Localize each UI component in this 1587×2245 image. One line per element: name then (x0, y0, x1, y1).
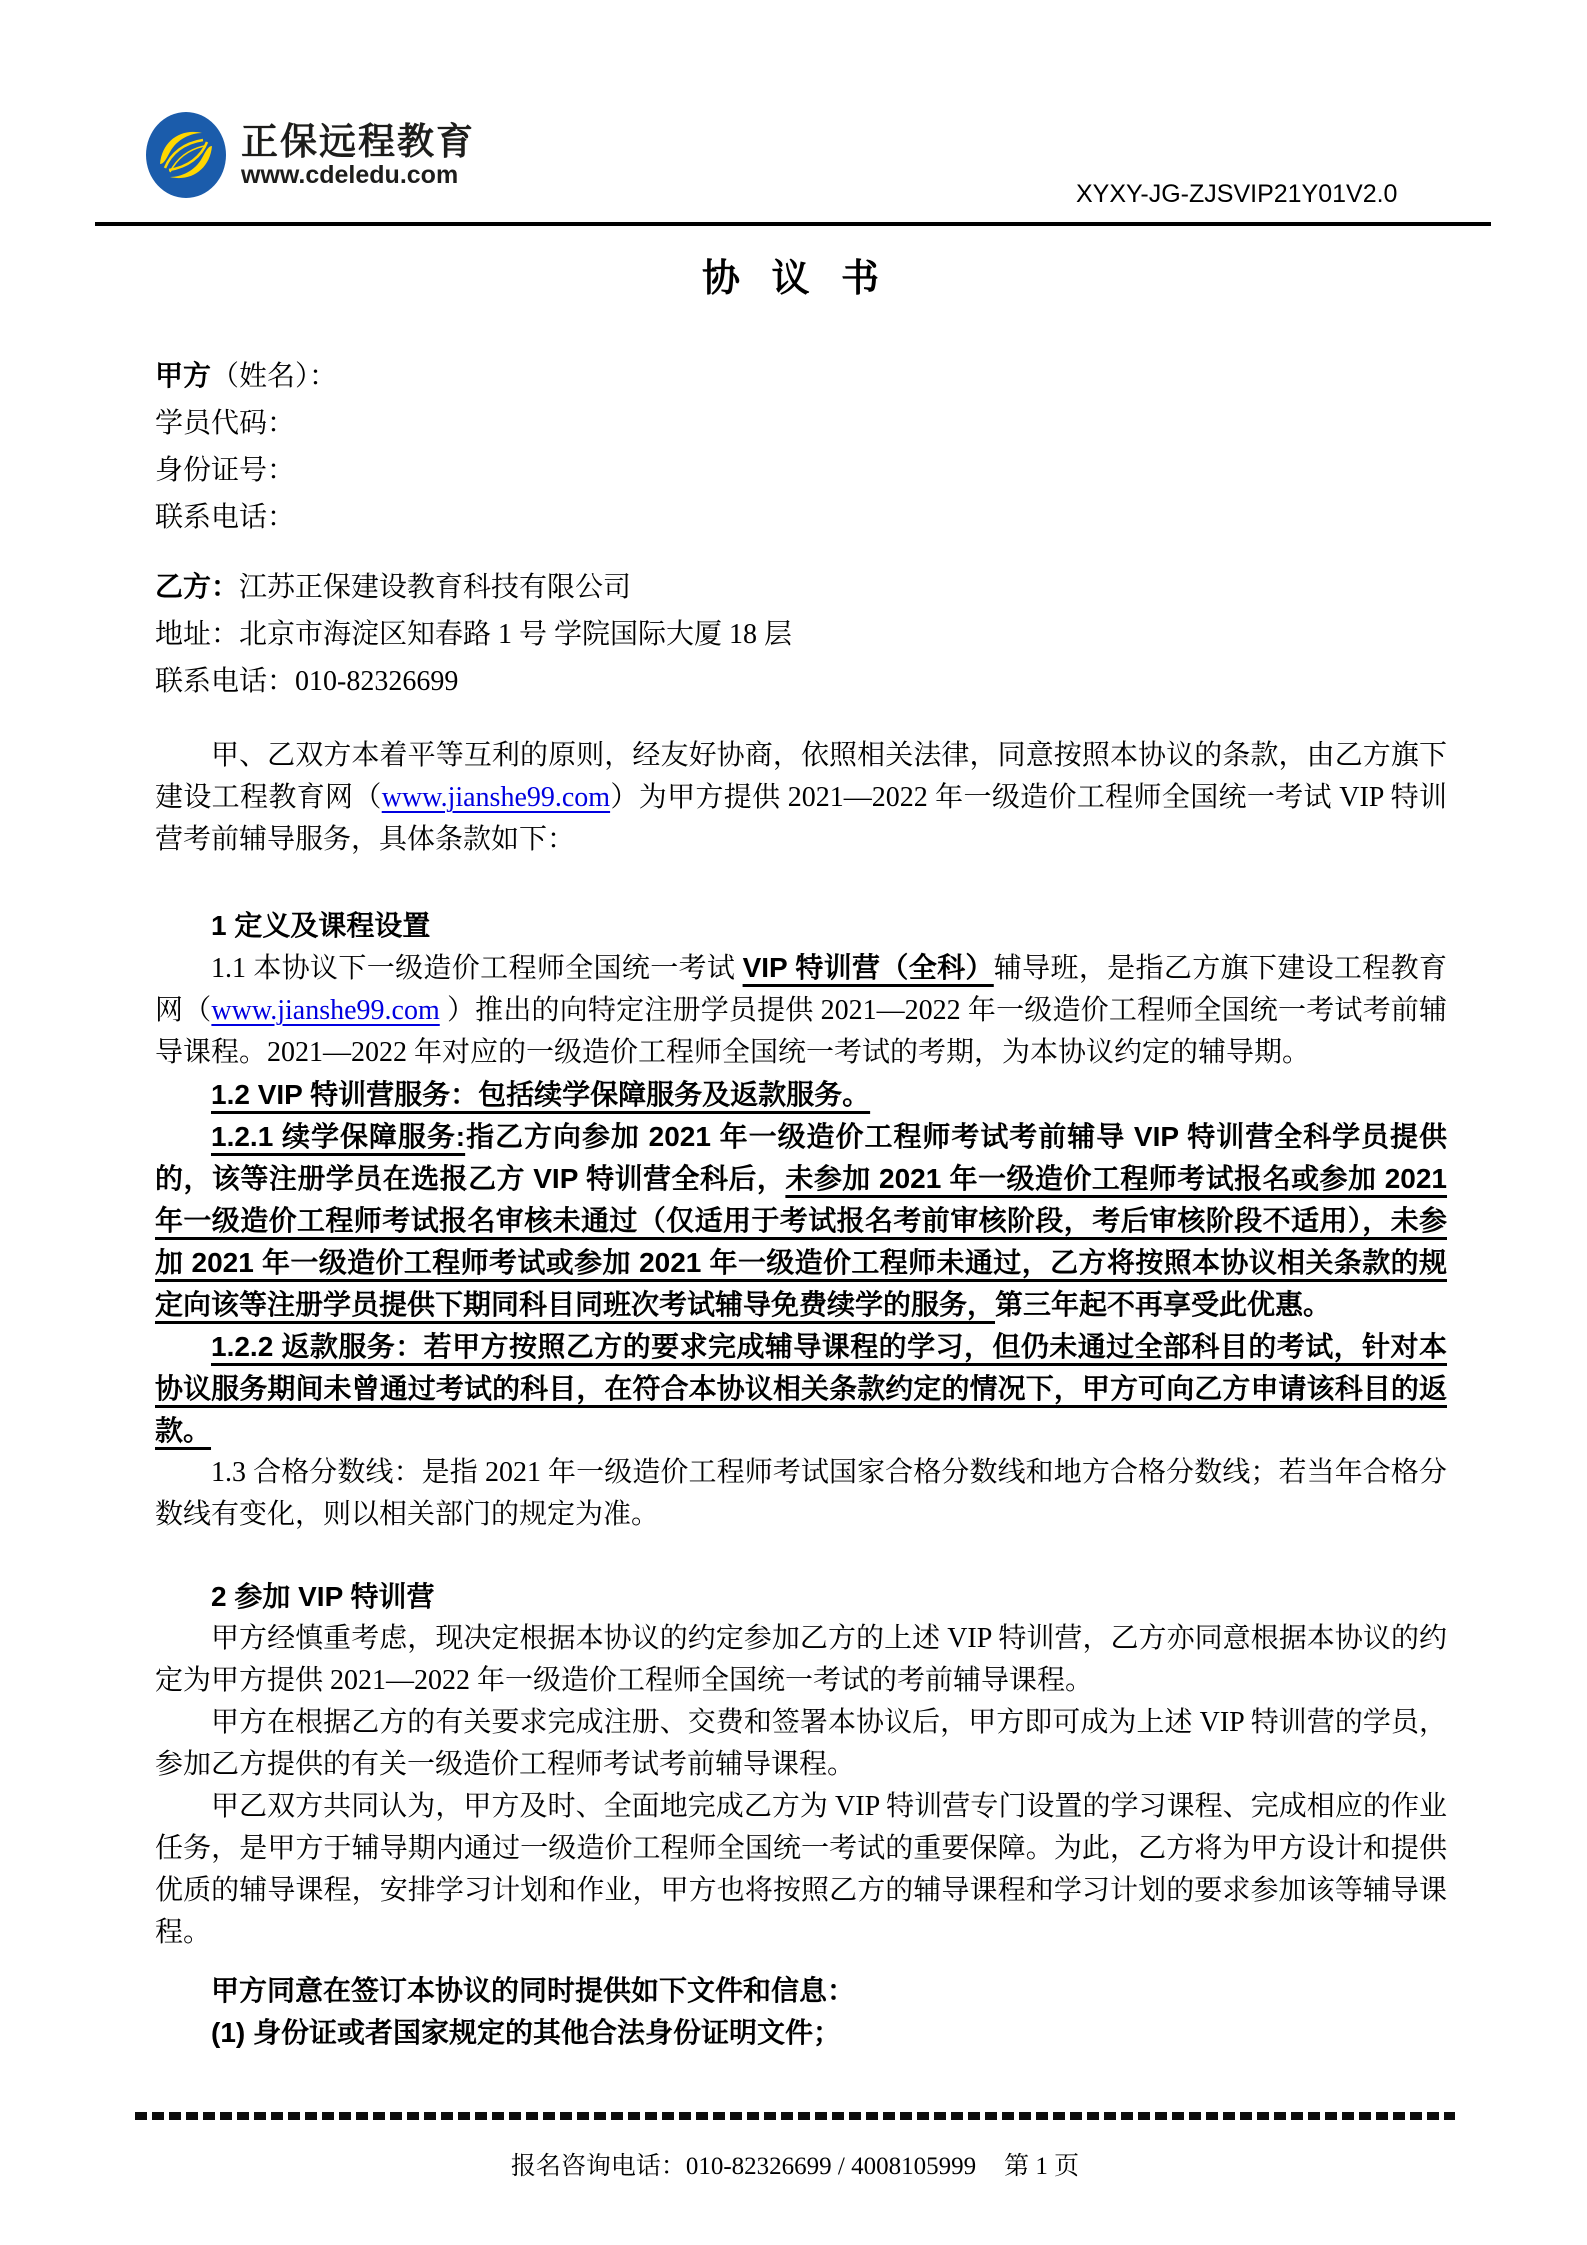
document-body (155, 352, 1447, 2054)
footer-text-line (135, 2146, 1455, 2182)
jianshe99-link[interactable]: www.jianshe99.com (381, 782, 611, 813)
party-a-phone-line: 联系电话： (155, 502, 296, 533)
clause-1-2-1-title: 1.2.1 续学保障服务: (211, 1121, 466, 1152)
document-title: 协 议 书 (701, 258, 885, 300)
vip-camp-emphasis: VIP 特训营（全科） (742, 952, 994, 983)
section2-paragraph-1: 甲方经慎重考虑，现决定根据本协议的约定参加乙方的上述 VIP 特训营，乙方亦同意根据本协议的约定为甲方提供 2021—2022 年一级造价工程师全国统一考试的考前辅导课程。 (155, 1623, 1447, 1696)
header-divider-line (95, 222, 1491, 226)
clause-1-2-1-text-end: 第三年起不再享受此优惠。 (995, 1289, 1332, 1320)
clause-1-3: 1.3 合格分数线：是指 2021 年一级造价工程师考试国家合格分数线和地方合格分数线；若当年合格分数线有变化，则以相关部门的规定为准。 (155, 1457, 1447, 1530)
logo-text (241, 122, 475, 189)
section2-paragraph-2: 甲方在根据乙方的有关要求完成注册、交费和签署本协议后，甲方即可成为上述 VIP 特训营的学员，参加乙方提供的有关一级造价工程师考试考前辅导课程。 (155, 1707, 1447, 1780)
party-a-name-line (155, 352, 1447, 400)
section1-heading: 1 定义及课程设置 (211, 910, 431, 941)
footer-dashed-line (135, 2112, 1455, 2120)
intro-text: 甲、乙双方本着平等互利的原则，经友好协商，依照相关法律，同意按照本协议的条款，由乙方旗下建设工程教育网（ (155, 740, 1447, 813)
jianshe99-link-2[interactable]: www.jianshe99.com (211, 995, 440, 1026)
intro-paragraph (155, 735, 1447, 861)
section2-paragraph-3: 甲乙双方共同认为，甲方及时、全面地完成乙方为 VIP 特训营专门设置的学习课程、完成相应的作业任务，是甲方于辅导期内通过一级造价工程师全国统一考试的重要保障。为此，乙方将为甲方设计和提供优质的辅导课程，安排学习计划和作业，甲方也将按照乙方的辅导课程和学习计划的要求参加该等辅导课程。 (155, 1791, 1447, 1948)
party-b-company: 江苏正保建设教育科技有限公司 (239, 572, 632, 603)
clause-1-2-1-underlined-terms: 未参加 2021 年一级造价工程师考试报名或参加 2021 年一级造价工程师考试报名审核未通过（仅适用于考试报名考前审核阶段，考后审核阶段不适用），未参加 2021 年一级造价工程师考试或参加 2021 年一级造价工程师未通过，乙方将按照本协议相关条款的规定向该等注册学员提供下期同科目同班次考试辅导免费续学的服务， (155, 1163, 1448, 1320)
logo-website-url: www.cdeledu.com (241, 160, 459, 189)
clause-1-1 (155, 947, 1447, 1074)
documents-intro-line: 甲方同意在签订本协议的同时提供如下文件和信息： (211, 1975, 856, 2006)
party-a-student-code-line: 学员代码： (155, 408, 296, 439)
footer-page-number: 第 1 页 (1004, 2153, 1080, 2180)
party-a-label-suffix: （姓名）： (211, 361, 338, 392)
page-footer (135, 2112, 1455, 2182)
clause-1-2-2: 1.2.2 返款服务：若甲方按照乙方的要求完成辅导课程的学习，但仍未通过全部科目的考试，针对本协议服务期间未曾通过考试的科目，在符合本协议相关条款约定的情况下，甲方可向乙方申请该科目的返款。 (155, 1331, 1447, 1446)
section2-heading: 2 参加 VIP 特训营 (211, 1581, 435, 1612)
zhengbao-swirl-logo-icon (146, 112, 226, 198)
clause-1-2: 1.2 VIP 特训营服务：包括续学保障服务及返款服务。 (211, 1079, 871, 1110)
party-a-label: 甲方 (155, 360, 212, 391)
intro-text-after-link: ）为甲方提供 2021—2022 年一级造价工程师全国统一考试 VIP 特训营考前辅导服务，具体条款如下： (155, 782, 1447, 855)
footer-hotline: 报名咨询电话：010-82326699 / 4008105999 (510, 2153, 977, 2180)
document-code: XYXY-JG-ZJSVIP21Y01V2.0 (1076, 180, 1398, 208)
clause-1-1-text-mid: 辅导班，是指乙方旗下建设工程教育网（ (155, 953, 1447, 1026)
clause-1-1-text-end: ）推出的向特定注册学员提供 2021—2022 年一级造价工程师全国统一考试考前辅导课程。2021—2022 年对应的一级造价工程师全国统一考试的考期，为本协议约定的辅导期。 (155, 995, 1447, 1068)
party-b-phone-line: 联系电话：010-82326699 (155, 666, 459, 697)
clause-1-2-1-text: 指乙方向参加 2021 年一级造价工程师考试考前辅导 VIP 特训营全科学员提供的，该等注册学员在选报乙方 VIP 特训营全科后， (155, 1121, 1447, 1194)
party-b-name-line (155, 563, 1447, 611)
logo-company-name: 正保远程教育 (241, 120, 475, 162)
documents-item-1: (1) 身份证或者国家规定的其他合法身份证明文件； (211, 2017, 842, 2048)
party-b-address-line: 地址：北京市海淀区知春路 1 号 学院国际大厦 18 层 (155, 619, 793, 650)
clause-1-1-text: 1.1 本协议下一级造价工程师全国统一考试 (211, 953, 743, 984)
party-b-block (155, 563, 1447, 705)
party-a-id-line: 身份证号： (155, 455, 296, 486)
party-b-label: 乙方： (155, 571, 240, 602)
party-a-block (155, 352, 1447, 541)
clause-1-2-1 (155, 1116, 1447, 1326)
company-logo (146, 112, 475, 198)
